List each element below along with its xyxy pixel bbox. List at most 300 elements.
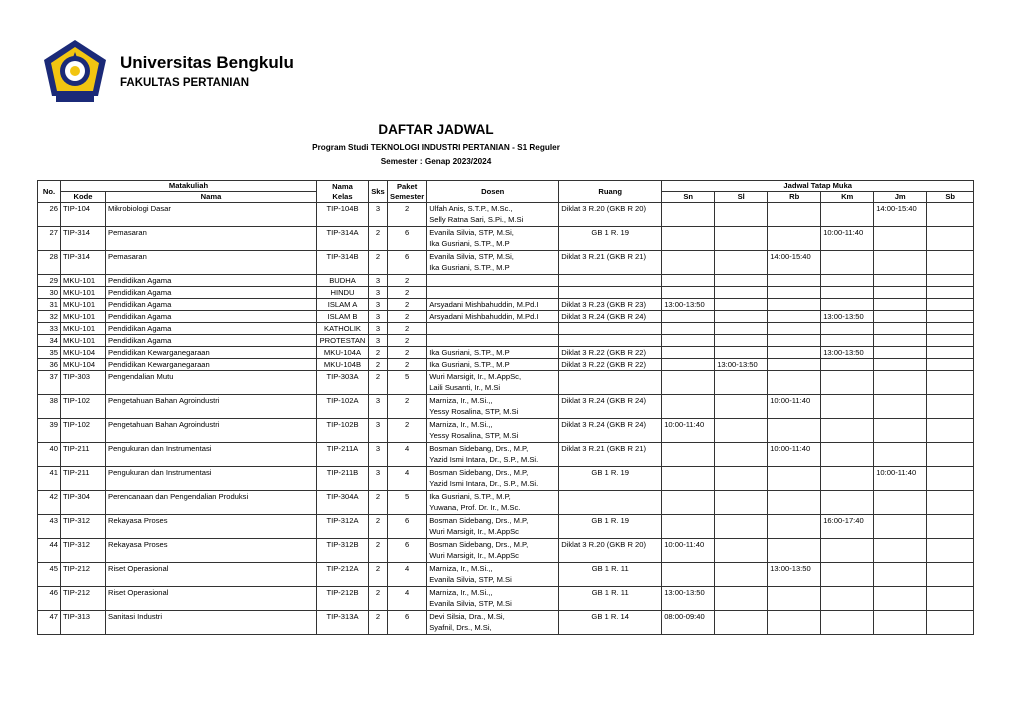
cell-dosen xyxy=(427,611,559,635)
dosen-line-1: Evanila Silvia, STP, M.Si, xyxy=(429,228,514,237)
page-title: DAFTAR JADWAL xyxy=(378,122,494,137)
cell-sb xyxy=(927,611,974,635)
cell-kode: TIP-304 xyxy=(61,491,106,515)
cell-rb xyxy=(768,611,821,635)
cell-rb: 10:00-11:40 xyxy=(768,443,821,467)
cell-dosen xyxy=(427,371,559,395)
cell-kelas: TIP-312A xyxy=(317,515,369,539)
cell-sb xyxy=(927,419,974,443)
dosen-line-1: Arsyadani Mishbahuddin, M.Pd.I xyxy=(429,312,539,321)
dosen-line-1: Arsyadani Mishbahuddin, M.Pd.I xyxy=(429,300,539,309)
cell-dosen xyxy=(427,419,559,443)
cell-paket: 6 xyxy=(388,539,427,563)
cell-dosen xyxy=(427,323,559,335)
cell-sl xyxy=(715,587,768,611)
cell-kode: MKU-101 xyxy=(61,275,106,287)
cell-ruang xyxy=(559,335,662,347)
cell-paket: 2 xyxy=(388,395,427,419)
cell-km xyxy=(821,299,874,311)
cell-dosen xyxy=(427,563,559,587)
cell-dosen xyxy=(427,587,559,611)
cell-km xyxy=(821,287,874,299)
cell-sn xyxy=(662,371,715,395)
cell-kode: TIP-313 xyxy=(61,611,106,635)
cell-sn: 13:00-13:50 xyxy=(662,299,715,311)
cell-kelas: TIP-104B xyxy=(317,203,369,227)
cell-rb xyxy=(768,323,821,335)
cell-no: 29 xyxy=(38,275,61,287)
cell-km xyxy=(821,587,874,611)
cell-sn xyxy=(662,275,715,287)
cell-kode: TIP-314 xyxy=(61,251,106,275)
university-logo xyxy=(40,38,110,106)
dosen-line-2: Yessy Rosalina, STP, M.Si xyxy=(429,431,519,440)
cell-jm xyxy=(874,227,927,251)
cell-paket: 6 xyxy=(388,515,427,539)
dosen-line-1: Bosman Sidebang, Drs., M.P, xyxy=(429,444,529,453)
cell-kelas: MKU-104A xyxy=(317,347,369,359)
cell-rb xyxy=(768,539,821,563)
cell-sl xyxy=(715,347,768,359)
cell-sks: 3 xyxy=(369,443,388,467)
cell-nama: Pengetahuan Bahan Agroindustri xyxy=(106,395,317,419)
cell-ruang xyxy=(559,491,662,515)
cell-km xyxy=(821,467,874,491)
cell-ruang: GB 1 R. 19 xyxy=(559,467,662,491)
cell-kode: TIP-211 xyxy=(61,443,106,467)
cell-rb xyxy=(768,311,821,323)
dosen-line-1: Devi Silsia, Dra., M.Si, xyxy=(429,612,505,621)
cell-dosen xyxy=(427,299,559,311)
header-paket-semester: Paket Semester xyxy=(388,181,427,203)
cell-sb xyxy=(927,587,974,611)
cell-jm xyxy=(874,611,927,635)
cell-jm xyxy=(874,323,927,335)
cell-rb xyxy=(768,359,821,371)
header-ruang: Ruang xyxy=(559,181,662,203)
table-row xyxy=(38,359,974,371)
cell-km xyxy=(821,563,874,587)
cell-rb xyxy=(768,275,821,287)
cell-sb xyxy=(927,395,974,419)
cell-kelas: MKU-104B xyxy=(317,359,369,371)
cell-sl xyxy=(715,227,768,251)
cell-sb xyxy=(927,299,974,311)
cell-sl xyxy=(715,539,768,563)
cell-sb xyxy=(927,347,974,359)
cell-rb xyxy=(768,491,821,515)
cell-jm xyxy=(874,287,927,299)
cell-paket: 2 xyxy=(388,311,427,323)
cell-rb xyxy=(768,467,821,491)
cell-paket: 2 xyxy=(388,275,427,287)
cell-rb xyxy=(768,203,821,227)
cell-dosen xyxy=(427,395,559,419)
cell-kelas: TIP-212B xyxy=(317,587,369,611)
cell-nama: Pengendalian Mutu xyxy=(106,371,317,395)
cell-sks: 2 xyxy=(369,371,388,395)
cell-sb xyxy=(927,275,974,287)
cell-nama: Pemasaran xyxy=(106,227,317,251)
table-row xyxy=(38,227,974,251)
cell-dosen xyxy=(427,515,559,539)
cell-no: 37 xyxy=(38,371,61,395)
cell-sks: 3 xyxy=(369,311,388,323)
cell-ruang xyxy=(559,323,662,335)
cell-kelas: TIP-314A xyxy=(317,227,369,251)
cell-paket: 6 xyxy=(388,227,427,251)
cell-dosen xyxy=(427,443,559,467)
dosen-line-1: Ika Gusriani, S.TP., M.P xyxy=(429,360,510,369)
cell-sn: 10:00-11:40 xyxy=(662,539,715,563)
dosen-line-2: Evanila Silvia, STP, M.Si xyxy=(429,599,512,608)
cell-sb xyxy=(927,515,974,539)
cell-sn xyxy=(662,287,715,299)
cell-jm xyxy=(874,311,927,323)
cell-paket: 2 xyxy=(388,299,427,311)
dosen-line-1: Bosman Sidebang, Drs., M.P, xyxy=(429,516,529,525)
cell-ruang: GB 1 R. 19 xyxy=(559,515,662,539)
schedule-table xyxy=(37,180,974,635)
cell-kelas: ISLAM A xyxy=(317,299,369,311)
cell-nama: Sanitasi Industri xyxy=(106,611,317,635)
cell-sl xyxy=(715,311,768,323)
cell-dosen xyxy=(427,203,559,227)
cell-sb xyxy=(927,251,974,275)
cell-sks: 3 xyxy=(369,203,388,227)
cell-sn xyxy=(662,227,715,251)
cell-sks: 3 xyxy=(369,419,388,443)
cell-paket: 5 xyxy=(388,371,427,395)
program-subtitle: Program Studi TEKNOLOGI INDUSTRI PERTANIAN - S1 Reguler xyxy=(312,143,560,152)
header-nama: Nama xyxy=(106,192,317,203)
table-row xyxy=(38,515,974,539)
cell-sb xyxy=(927,359,974,371)
header-kode: Kode xyxy=(61,192,106,203)
cell-no: 34 xyxy=(38,335,61,347)
header-matakuliah: Matakuliah xyxy=(61,181,317,192)
cell-kode: TIP-102 xyxy=(61,419,106,443)
cell-no: 45 xyxy=(38,563,61,587)
cell-kode: TIP-212 xyxy=(61,563,106,587)
header-km: Km xyxy=(821,192,874,203)
cell-sn xyxy=(662,443,715,467)
cell-kode: MKU-101 xyxy=(61,335,106,347)
cell-jm xyxy=(874,359,927,371)
cell-paket: 4 xyxy=(388,467,427,491)
cell-no: 44 xyxy=(38,539,61,563)
dosen-line-1: Ika Gusriani, S.TP., M.P xyxy=(429,348,510,357)
dosen-line-1: Bosman Sidebang, Drs., M.P, xyxy=(429,468,529,477)
cell-sb xyxy=(927,335,974,347)
cell-sn: 13:00-13:50 xyxy=(662,587,715,611)
cell-rb xyxy=(768,347,821,359)
cell-km xyxy=(821,443,874,467)
cell-no: 33 xyxy=(38,323,61,335)
table-row xyxy=(38,347,974,359)
cell-sl xyxy=(715,467,768,491)
cell-km xyxy=(821,395,874,419)
cell-sl xyxy=(715,323,768,335)
cell-rb xyxy=(768,287,821,299)
cell-sn xyxy=(662,335,715,347)
cell-rb: 13:00-13:50 xyxy=(768,563,821,587)
cell-sl xyxy=(715,299,768,311)
cell-paket: 2 xyxy=(388,335,427,347)
cell-nama: Mikrobiologi Dasar xyxy=(106,203,317,227)
cell-dosen xyxy=(427,539,559,563)
cell-nama: Pendidikan Agama xyxy=(106,335,317,347)
cell-kode: TIP-312 xyxy=(61,515,106,539)
cell-paket: 2 xyxy=(388,359,427,371)
cell-km xyxy=(821,491,874,515)
cell-km xyxy=(821,371,874,395)
dosen-line-1: Evanila Silvia, STP, M.Si, xyxy=(429,252,514,261)
cell-sks: 2 xyxy=(369,491,388,515)
cell-nama: Pengukuran dan Instrumentasi xyxy=(106,443,317,467)
header-rb: Rb xyxy=(768,192,821,203)
cell-nama: Rekayasa Proses xyxy=(106,515,317,539)
cell-ruang: Diklat 3 R.20 (GKB R 20) xyxy=(559,539,662,563)
cell-sl xyxy=(715,371,768,395)
cell-nama: Rekayasa Proses xyxy=(106,539,317,563)
cell-rb xyxy=(768,515,821,539)
cell-paket: 2 xyxy=(388,287,427,299)
table-row xyxy=(38,611,974,635)
cell-kelas: TIP-211A xyxy=(317,443,369,467)
cell-sl xyxy=(715,395,768,419)
cell-sn xyxy=(662,491,715,515)
cell-sks: 3 xyxy=(369,275,388,287)
cell-sb xyxy=(927,311,974,323)
cell-sb xyxy=(927,371,974,395)
cell-nama: Pendidikan Agama xyxy=(106,311,317,323)
cell-ruang: Diklat 3 R.21 (GKB R 21) xyxy=(559,443,662,467)
cell-sks: 2 xyxy=(369,347,388,359)
cell-kode: MKU-101 xyxy=(61,287,106,299)
cell-paket: 2 xyxy=(388,203,427,227)
table-row xyxy=(38,323,974,335)
header-sb: Sb xyxy=(927,192,974,203)
cell-kelas: TIP-102A xyxy=(317,395,369,419)
cell-no: 46 xyxy=(38,587,61,611)
cell-paket: 6 xyxy=(388,611,427,635)
dosen-line-1: Ika Gusriani, S.TP., M.P, xyxy=(429,492,511,501)
cell-paket: 2 xyxy=(388,419,427,443)
cell-kode: TIP-102 xyxy=(61,395,106,419)
table-row xyxy=(38,443,974,467)
cell-nama: Pemasaran xyxy=(106,251,317,275)
cell-jm xyxy=(874,275,927,287)
cell-nama: Pengukuran dan Instrumentasi xyxy=(106,467,317,491)
cell-rb xyxy=(768,587,821,611)
dosen-line-2: Yazid Ismi Intara, Dr., S.P., M.Si. xyxy=(429,455,539,464)
cell-jm xyxy=(874,419,927,443)
cell-nama: Perencanaan dan Pengendalian Produksi xyxy=(106,491,317,515)
cell-km xyxy=(821,419,874,443)
dosen-line-2: Wuri Marsigit, Ir., M.AppSc xyxy=(429,527,519,536)
table-row xyxy=(38,275,974,287)
cell-no: 35 xyxy=(38,347,61,359)
cell-jm xyxy=(874,443,927,467)
cell-sks: 2 xyxy=(369,515,388,539)
cell-ruang: Diklat 3 R.20 (GKB R 20) xyxy=(559,203,662,227)
cell-sks: 2 xyxy=(369,587,388,611)
cell-sn xyxy=(662,323,715,335)
cell-sl xyxy=(715,611,768,635)
cell-no: 26 xyxy=(38,203,61,227)
dosen-line-2: Ika Gusriani, S.TP., M.P xyxy=(429,263,510,272)
cell-kode: MKU-104 xyxy=(61,359,106,371)
cell-ruang: Diklat 3 R.22 (GKB R 22) xyxy=(559,359,662,371)
header-no: No. xyxy=(38,181,61,203)
cell-no: 27 xyxy=(38,227,61,251)
cell-rb xyxy=(768,419,821,443)
cell-sks: 3 xyxy=(369,299,388,311)
cell-rb xyxy=(768,335,821,347)
cell-ruang: Diklat 3 R.23 (GKB R 23) xyxy=(559,299,662,311)
cell-no: 38 xyxy=(38,395,61,419)
cell-no: 42 xyxy=(38,491,61,515)
cell-jm xyxy=(874,539,927,563)
header-sks: Sks xyxy=(369,181,388,203)
cell-nama: Pengetahuan Bahan Agroindustri xyxy=(106,419,317,443)
cell-dosen xyxy=(427,335,559,347)
dosen-line-1: Wuri Marsigit, Ir., M.AppSc, xyxy=(429,372,522,381)
header-jm: Jm xyxy=(874,192,927,203)
cell-km xyxy=(821,611,874,635)
cell-ruang xyxy=(559,371,662,395)
table-row xyxy=(38,563,974,587)
table-row xyxy=(38,587,974,611)
cell-kelas: KATHOLIK xyxy=(317,323,369,335)
cell-sl xyxy=(715,443,768,467)
cell-sn xyxy=(662,347,715,359)
table-row xyxy=(38,311,974,323)
cell-kelas: TIP-312B xyxy=(317,539,369,563)
cell-sks: 3 xyxy=(369,467,388,491)
cell-no: 31 xyxy=(38,299,61,311)
cell-nama: Pendidikan Kewarganegaraan xyxy=(106,347,317,359)
cell-kode: TIP-211 xyxy=(61,467,106,491)
table-row xyxy=(38,467,974,491)
university-name: Universitas Bengkulu xyxy=(120,53,294,72)
cell-km: 13:00-13:50 xyxy=(821,311,874,323)
cell-paket: 2 xyxy=(388,323,427,335)
cell-jm xyxy=(874,371,927,395)
cell-km xyxy=(821,359,874,371)
cell-km xyxy=(821,251,874,275)
cell-jm xyxy=(874,515,927,539)
cell-sb xyxy=(927,323,974,335)
header-nama-kelas: Nama Kelas xyxy=(317,181,369,203)
cell-paket: 5 xyxy=(388,491,427,515)
table-row xyxy=(38,395,974,419)
dosen-line-2: Yazid Ismi Intara, Dr., S.P., M.Si. xyxy=(429,479,539,488)
table-row xyxy=(38,491,974,515)
cell-rb: 10:00-11:40 xyxy=(768,395,821,419)
cell-sks: 3 xyxy=(369,395,388,419)
cell-sb xyxy=(927,227,974,251)
cell-kode: TIP-314 xyxy=(61,227,106,251)
cell-kelas: TIP-314B xyxy=(317,251,369,275)
cell-sks: 2 xyxy=(369,539,388,563)
cell-nama: Pendidikan Agama xyxy=(106,275,317,287)
semester-subtitle: Semester : Genap 2023/2024 xyxy=(380,157,492,166)
cell-nama: Pendidikan Kewarganegaraan xyxy=(106,359,317,371)
cell-paket: 6 xyxy=(388,251,427,275)
cell-ruang: Diklat 3 R.24 (GKB R 24) xyxy=(559,419,662,443)
cell-dosen xyxy=(427,359,559,371)
dosen-line-2: Ika Gusriani, S.TP., M.P xyxy=(429,239,510,248)
cell-no: 30 xyxy=(38,287,61,299)
dosen-line-2: Yuwana, Prof. Dr. Ir., M.Sc. xyxy=(429,503,521,512)
cell-kelas: TIP-313A xyxy=(317,611,369,635)
table-row xyxy=(38,203,974,227)
cell-sn: 10:00-11:40 xyxy=(662,419,715,443)
table-row xyxy=(38,335,974,347)
cell-rb xyxy=(768,227,821,251)
cell-no: 39 xyxy=(38,419,61,443)
cell-paket: 4 xyxy=(388,563,427,587)
cell-jm xyxy=(874,251,927,275)
cell-ruang: Diklat 3 R.21 (GKB R 21) xyxy=(559,251,662,275)
cell-nama: Pendidikan Agama xyxy=(106,299,317,311)
cell-jm xyxy=(874,563,927,587)
cell-sn xyxy=(662,395,715,419)
header-dosen: Dosen xyxy=(427,181,559,203)
cell-kode: MKU-101 xyxy=(61,299,106,311)
cell-km: 13:00-13:50 xyxy=(821,347,874,359)
cell-sb xyxy=(927,539,974,563)
cell-paket: 4 xyxy=(388,443,427,467)
cell-jm xyxy=(874,299,927,311)
cell-kelas: ISLAM B xyxy=(317,311,369,323)
dosen-line-2: Wuri Marsigit, Ir., M.AppSc xyxy=(429,551,519,560)
cell-ruang xyxy=(559,275,662,287)
cell-kode: TIP-303 xyxy=(61,371,106,395)
cell-kelas: TIP-212A xyxy=(317,563,369,587)
cell-sks: 3 xyxy=(369,335,388,347)
cell-ruang: GB 1 R. 11 xyxy=(559,587,662,611)
cell-dosen xyxy=(427,251,559,275)
cell-jm xyxy=(874,587,927,611)
cell-kelas: TIP-304A xyxy=(317,491,369,515)
dosen-line-2: Selly Ratna Sari, S.Pi., M.Si xyxy=(429,215,524,224)
cell-kode: TIP-212 xyxy=(61,587,106,611)
cell-ruang xyxy=(559,287,662,299)
dosen-line-1: Marniza, Ir., M.Si.,, xyxy=(429,396,493,405)
cell-sl xyxy=(715,203,768,227)
cell-sb xyxy=(927,467,974,491)
cell-nama: Pendidikan Agama xyxy=(106,287,317,299)
dosen-line-2: Laili Susanti, Ir., M.Si xyxy=(429,383,501,392)
cell-kelas: HINDU xyxy=(317,287,369,299)
cell-sks: 3 xyxy=(369,323,388,335)
cell-jm: 10:00-11:40 xyxy=(874,467,927,491)
cell-kelas: BUDHA xyxy=(317,275,369,287)
cell-sl xyxy=(715,491,768,515)
cell-kelas: PROTESTAN xyxy=(317,335,369,347)
cell-ruang: Diklat 3 R.24 (GKB R 24) xyxy=(559,395,662,419)
cell-sn xyxy=(662,359,715,371)
header-sn: Sn xyxy=(662,192,715,203)
cell-rb xyxy=(768,371,821,395)
cell-sks: 2 xyxy=(369,611,388,635)
cell-kode: MKU-104 xyxy=(61,347,106,359)
cell-sn xyxy=(662,311,715,323)
cell-sl: 13:00-13:50 xyxy=(715,359,768,371)
